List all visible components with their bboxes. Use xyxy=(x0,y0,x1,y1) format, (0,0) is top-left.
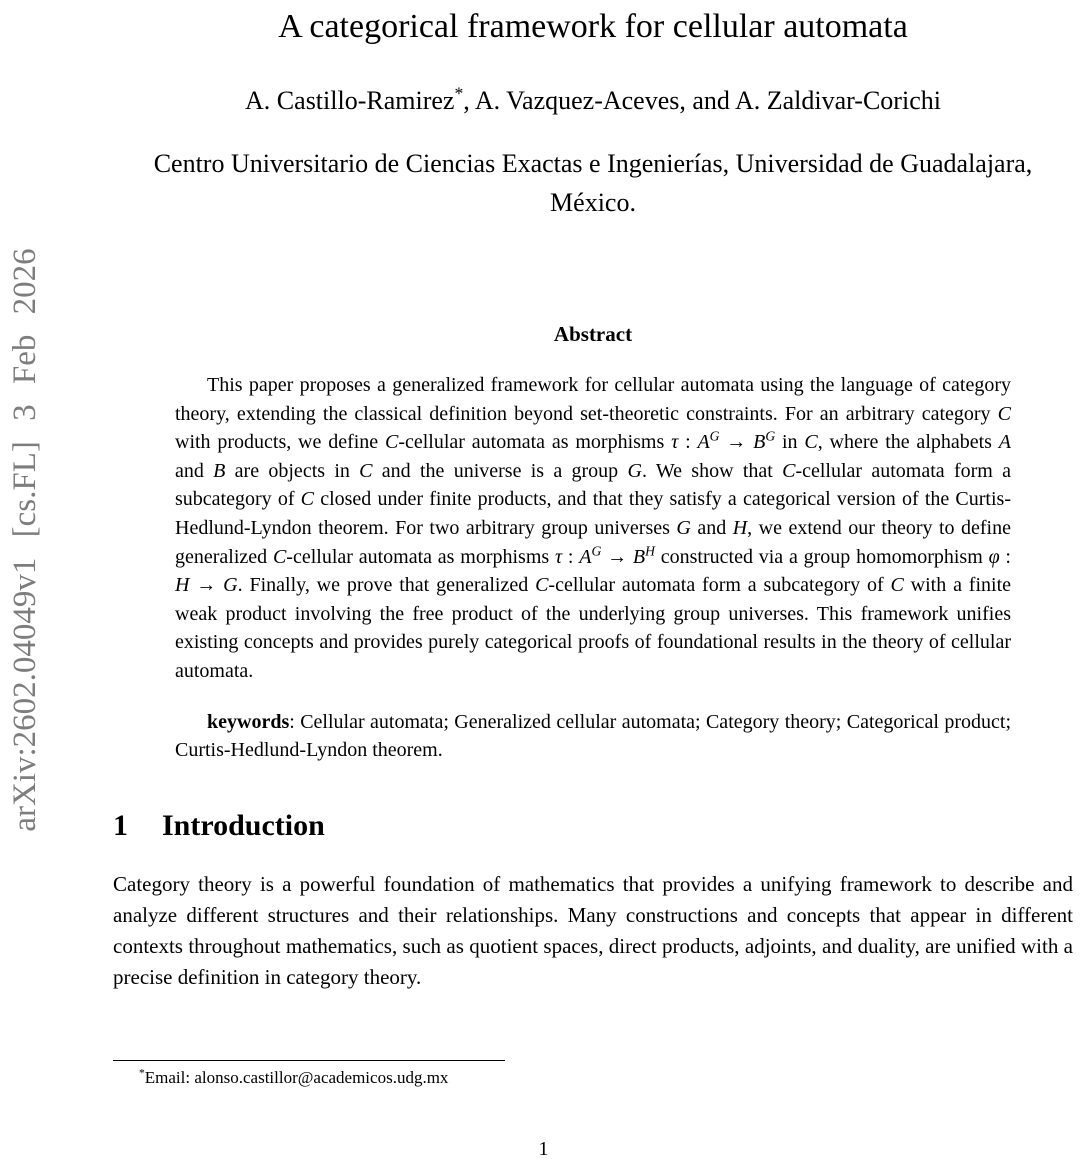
section-number: 1 xyxy=(113,808,128,842)
affiliation: Centro Universitario de Ciencias Exactas e Ingenierías, Universidad de Guadalajara, México. xyxy=(153,149,1033,217)
page-number: 1 xyxy=(538,1138,549,1160)
abstract-heading: Abstract xyxy=(553,322,633,346)
paper-content xyxy=(113,0,1073,993)
authors-line: A. Castillo-Ramirez*, A. Vazquez-Aceves, and A. Zaldivar-Corichi xyxy=(245,83,941,115)
footnote xyxy=(113,1060,1073,1088)
paper-title: A categorical framework for cellular automata xyxy=(278,8,908,45)
section-title: Introduction xyxy=(162,808,325,842)
arxiv-watermark xyxy=(7,180,47,900)
arxiv-watermark-text: arXiv:2602.04049v1 [cs.FL] 3 Feb 2026 xyxy=(7,248,43,832)
keywords-line: keywords: Cellular automata; Generalized cellular automata; Category theory; Categorical product; Curtis-Hedlund-Lyndon theorem. xyxy=(175,710,1011,762)
section-heading xyxy=(113,809,1073,843)
footnote-rule xyxy=(113,1060,505,1061)
footnote-text: *Email: alonso.castillor@academicos.udg.mx xyxy=(139,1066,449,1087)
abstract-text: This paper proposes a generalized framework for cellular automata using the language of category theory, extending the classical definition beyond set-theoretic constraints. For an arbitrary category C with products, we define C-cellular automata as morphisms τ : $A^G \to B^G$ in C, where the alphabets A and B are objects in C and the universe is a group G. We show that C-cellular automata form a subcategory of C closed under finite products, and that they satisfy a categorical version of the Curtis-Hedlund-Lyndon theorem. For two arbitrary group universes G and H, we extend our theory to define generalized C-cellular automata as morphisms τ : $A^G \to B^H$ constructed via a group homomorphism φ : H → G. Finally, we prove that generalized C-cellular automata form a subcategory of C with a finite weak product involving the free product of the underlying group universes. This framework unifies existing concepts and provides purely categorical proofs of foundational results in the theory of cellular automata. xyxy=(175,374,1012,682)
intro-paragraph: Category theory is a powerful foundation of mathematics that provides a unifying framework to describe and analyze different structures and their relationships. Many constructions and concepts that appear in different contexts throughout mathematics, such as quotient spaces, direct products, adjoints, and duality, are unified with a precise definition in category theory. xyxy=(113,871,1073,989)
